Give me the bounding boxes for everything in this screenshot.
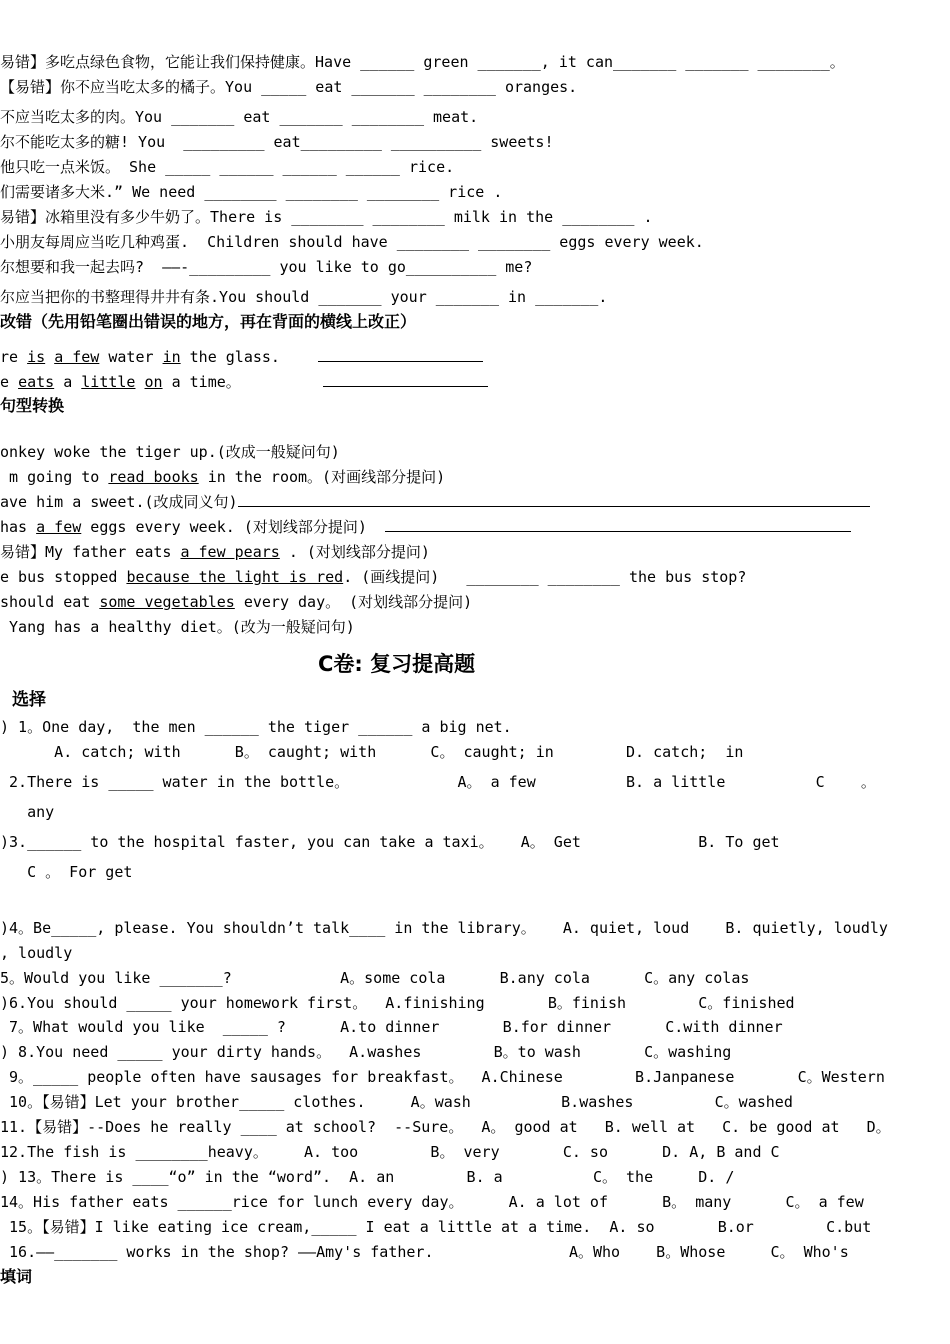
mc-line: 14。His father eats ______rice for lunch every day。 A. a lot of B。 many C。 a few [0, 1193, 864, 1211]
translate-line-5: 他只吃一点米饭。 She _____ ______ ______ ______ rice. [0, 158, 455, 176]
fill-heading: 填词 [0, 1267, 33, 1286]
transform-line-5: 易错】My father eats a few pears . (对划线部分提问) [0, 543, 430, 561]
correction-heading: 改错（先用铅笔圈出错误的地方，再在背面的横线上改正） [0, 312, 417, 331]
mc-line: ) 13。There is ____“o” in the “word”. A. an B. a C。 the D. / [0, 1168, 735, 1186]
transform-line-7: should eat some vegetables every day。 (对划线部分提问) [0, 593, 473, 611]
mc-line: )4。Be_____, please. You shouldn’t talk____ in the library。 A. quiet, loud B. quietly, loudly [0, 919, 888, 937]
answer-line [238, 492, 870, 507]
transform-heading: 句型转换 [0, 396, 65, 415]
mc-line: 7。What would you like _____ ? A.to dinner B.for dinner C.with dinner [0, 1018, 783, 1036]
translate-line-3: 不应当吃太多的肉。You _______ eat _______ ________ meat. [0, 108, 479, 126]
mc-line: ) 1。One day, the men ______ the tiger ______ a big net. [0, 718, 512, 736]
mc-line: )3.______ to the hospital faster, you can take a taxi。 A。 Get B. To get [0, 833, 780, 851]
correction-line-1: re is a few water in the glass. [0, 347, 483, 367]
transform-line-3: ave him a sweet.(改成同义句) [0, 492, 870, 512]
mc-line: ) 8.You need _____ your dirty hands。 A.washes B。to wash C。washing [0, 1043, 732, 1061]
mc-line: 11.【易错】--Does he really ____ at school? --Sure。 A。 good at B. well at C. be good at D。 [0, 1118, 891, 1136]
transform-line-1: onkey woke the tiger up.(改成一般疑问句) [0, 443, 340, 461]
mc-line: A. catch; with B。 caught; with C。 caught; in D. catch; in [0, 743, 744, 761]
mc-line: 16.——_______ works in the shop? ——Amy's father. A。Who B。Whose C。 Who's [0, 1243, 849, 1261]
mc-line: 12.The fish is ________heavy。 A. too B。 very C. so D. A, B and C [0, 1143, 780, 1161]
translate-line-8: 小朋友每周应当吃几种鸡蛋. Children should have ________ ________ eggs every week. [0, 233, 704, 251]
answer-line [318, 347, 483, 362]
transform-line-2: m going to read books in the room。(对画线部分提问) [0, 468, 446, 486]
transform-line-8: Yang has a healthy diet。(改为一般疑问句) [0, 618, 355, 636]
translate-line-1: 易错】多吃点绿色食物，它能让我们保持健康。Have ______ green _______, it can_______ _______ ________。 [0, 53, 845, 71]
answer-line [385, 517, 851, 532]
mc-line: 5。Would you like _______? A。some cola B.any cola C。any colas [0, 969, 750, 987]
mc-line: C 。 For get [0, 863, 133, 881]
mc-line: 9。_____ people often have sausages for breakfast。 A.Chinese B.Janpanese C。Western [0, 1068, 885, 1086]
mc-line: 2.There is _____ water in the bottle。 A。 a few B. a little C 。 [0, 773, 876, 791]
translate-line-9: 尔想要和我一起去吗? ——-_________ you like to go__________ me? [0, 258, 533, 276]
mc-line: 15。【易错】I like eating ice cream,_____ I eat a little at a time. A. so B.or C.but [0, 1218, 872, 1236]
paper-c-title: C卷: 复习提高题 [318, 652, 476, 676]
transform-line-6: e bus stopped because the light is red. (画线提问) ________ ________ the bus stop? [0, 568, 747, 586]
mc-line: 10。【易错】Let your brother_____ clothes. A。wash B.washes C。washed [0, 1093, 793, 1111]
translate-line-10: 尔应当把你的书整理得井井有条.You should _______ your _______ in _______. [0, 288, 608, 306]
correction-line-2: e eats a little on a time。 [0, 372, 488, 392]
translate-line-7: 易错】冰箱里没有多少牛奶了。There is ________ ________ milk in the ________ . [0, 208, 653, 226]
translate-line-4: 尔不能吃太多的糖! You _________ eat_________ __________ sweets! [0, 133, 554, 151]
choice-heading: 选择 [12, 690, 46, 710]
translate-line-6: 们需要诸多大米.” We need ________ ________ ________ rice . [0, 183, 503, 201]
answer-line [323, 372, 488, 387]
translate-line-2: 【易错】你不应当吃太多的橘子。You _____ eat _______ ________ oranges. [0, 78, 578, 96]
transform-line-4: has a few eggs every week. (对划线部分提问) [0, 517, 851, 537]
mc-line: , loudly [0, 944, 73, 962]
mc-line: )6.You should _____ your homework first。 A.finishing B。finish C。finished [0, 994, 795, 1012]
mc-line: any [0, 803, 55, 821]
